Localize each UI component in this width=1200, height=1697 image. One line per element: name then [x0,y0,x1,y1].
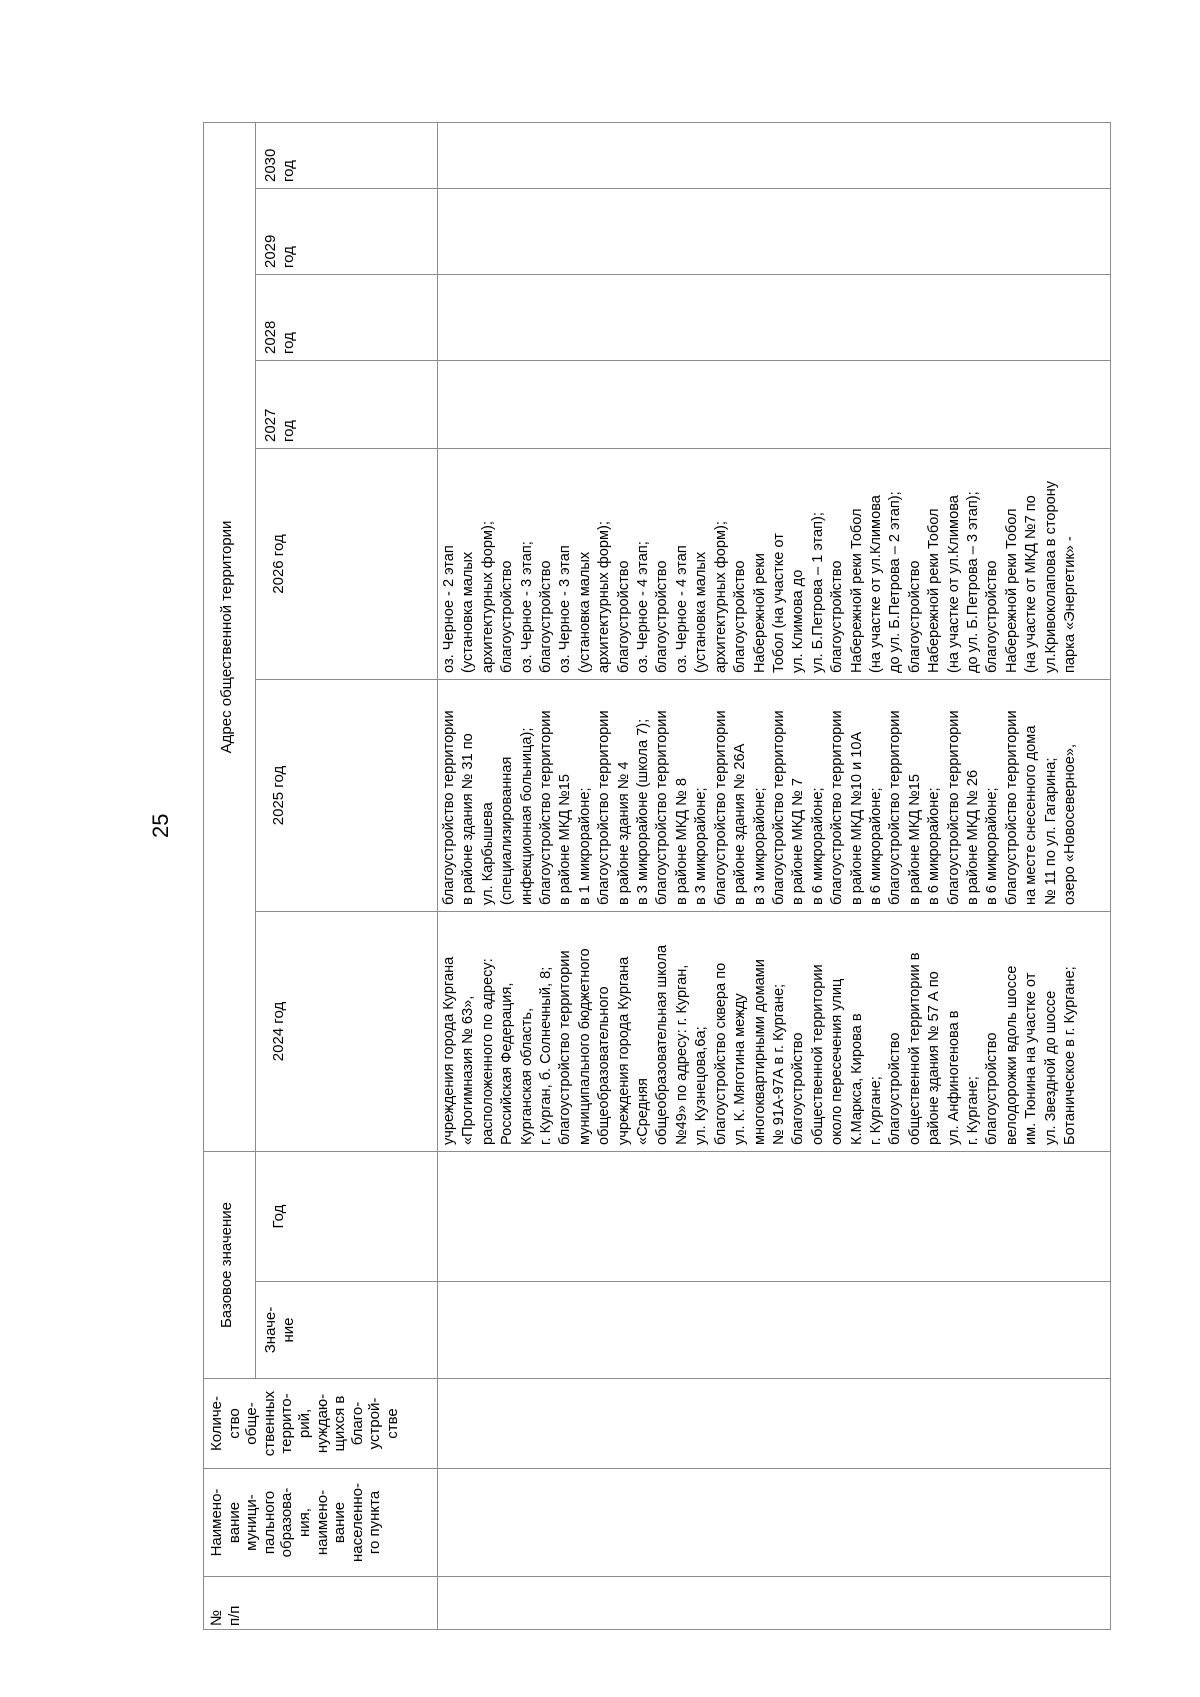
address-line: Набережной реки Тобол [926,508,943,673]
cell-municipality-name [438,1469,1111,1577]
header-line: пального [260,1490,278,1555]
header-line: обще- [243,1402,261,1445]
address-line: благоустройство [906,560,923,673]
address-line: оз. Черное - 3 этап [557,545,574,673]
header-line: год [280,332,298,354]
address-line: инфекционная больница); [518,727,535,905]
address-line: архитектурных форм); [712,521,729,673]
header-line: ние [279,1317,297,1343]
address-line: благоустройство [790,1032,807,1145]
address-line: Набережной реки Тобол [1003,508,1020,673]
address-line: г. Кургане; [867,1076,884,1145]
header-line: 2030 [262,148,279,182]
address-line: № 91А-97А в г. Кургане; [770,983,787,1145]
address-line: муниципального бюджетного [576,948,593,1145]
address-line: многоквартирными домами [751,959,768,1145]
header-line: устрой- [366,1397,384,1450]
header-year-2030 [256,122,438,188]
address-line: ул. Звездной до шоссе [1042,990,1059,1145]
address-line: благоустройство территории [441,710,457,905]
address-line: в районе МКД №10 и 10А [848,731,865,905]
header-line: террито- [278,1393,296,1454]
address-line: благоустройство [654,560,671,673]
cell-address-2026 [438,449,1111,680]
header-line: населенно- [348,1483,366,1562]
header-year-2024: 2024 год [256,912,438,1152]
address-line: парка «Энергетик» - [1062,536,1078,673]
address-line: (установка малых [576,551,593,673]
address-line: благоустройство [829,560,846,673]
address-line: в 3 микрорайоне (школа 7); [635,718,652,905]
address-line: в районе МКД № 7 [790,778,807,905]
address-line: до ул. Б.Петрова – 3 этап); [964,491,981,673]
address-line: ул.Кривоколапова в сторону [1042,480,1059,673]
header-address: Адрес общественной территории [204,122,256,1151]
address-line: ул. Климова до [790,569,807,673]
address-line: благоустройство территории [1003,710,1020,905]
address-line: благоустройство [984,1032,1001,1145]
address-line: в 6 микрорайоне; [809,787,826,905]
address-line: оз. Черное - 4 этап [673,545,690,673]
header-line: Количе- [208,1395,225,1452]
address-line: в 6 микрорайоне; [926,787,943,905]
address-line: архитектурных форм); [479,521,496,673]
address-line: архитектурных форм); [596,521,613,673]
header-line: год [280,420,298,442]
header-line: щихся в [331,1395,349,1452]
cell-num [438,1577,1111,1630]
address-line: в районе МКД № 8 [673,778,690,905]
address-line: в районе здания № 31 по [460,733,477,905]
address-line: (установка малых [460,551,477,673]
address-line: в районе здания № 4 [615,761,632,905]
header-year-2029 [256,189,438,275]
header-year-2028 [256,275,438,361]
page-number: 25 [148,813,173,838]
address-line: расположенного по адресу: [479,958,496,1145]
address-line: в 1 микрорайоне; [576,787,593,905]
address-line: благоустройство [887,1032,904,1145]
header-line: п/п [225,1605,243,1626]
address-line: №49» по адресу: г. Курган, [673,964,690,1145]
address-line: оз. Черное - 2 этап [441,545,457,673]
header-line: вание [331,1501,349,1544]
address-line: К.Маркса, Кирова в [848,1013,865,1145]
header-line: благо- [348,1401,366,1446]
header-num [204,1577,438,1630]
address-line: г. Кургане; [964,1076,981,1145]
address-line: ул. Анфиногенова в [945,1010,962,1145]
address-line: в районе МКД №15 [557,773,574,905]
cell-territory-count [438,1379,1111,1469]
address-line: благоустройство территории [712,710,729,905]
address-line: ул. Кузнецова,6а; [693,1026,710,1145]
address-line: (установка малых [693,551,710,673]
address-line: «Прогимназия № 63», [460,995,477,1145]
address-line: около пересечения улиц [829,978,846,1145]
address-line: Тобол (на участке от [770,533,787,673]
cell-base-value [438,1282,1111,1379]
address-line: (на участке от ул.Климова [945,495,962,673]
address-line: благоустройство территории [887,710,904,905]
header-year-2025: 2025 год [256,680,438,912]
address-line: до ул. Б.Петрова – 2 этап); [887,491,904,673]
header-year-2026: 2026 год [256,449,438,680]
cell-address-2028 [438,275,1111,361]
header-base-value-year: Год [256,1152,438,1282]
address-line: общественной территории [809,964,826,1145]
cell-address-2024 [438,912,1111,1152]
address-line: № 11 по ул. Гагарина; [1042,757,1059,905]
cell-address-2029 [438,189,1111,275]
address-line: благоустройство [499,560,516,673]
address-line: благоустройство территории [538,710,555,905]
address-line: оз. Черное - 4 этап; [635,541,652,673]
address-line: благоустройство территории [557,950,574,1145]
address-line: благоустройство [732,560,749,673]
header-year-2027 [256,361,438,449]
address-line: Набережной реки Тобол [848,508,865,673]
header-line: го пункта [366,1490,384,1555]
header-line: 2028 [262,320,279,354]
header-line: № [208,1609,225,1626]
address-line: на месте снесенного дома [1023,725,1040,905]
address-line: благоустройство [538,560,555,673]
header-line: Значе- [262,1306,279,1354]
address-line: благоустройство территории [770,710,787,905]
public-territories-table [203,122,1111,1630]
address-line: общеобразовательного [596,986,613,1145]
header-line: ственных [260,1390,278,1457]
header-line: рий, [295,1408,313,1439]
header-line: год [280,246,298,268]
address-line: в 6 микрорайоне; [867,787,884,905]
address-line: ул. Б.Петрова – 1 этап); [809,512,826,673]
address-line: благоустройство территории [945,710,962,905]
address-line: оз. Черное - 3 этап; [518,541,535,673]
address-line: благоустройство [615,560,632,673]
address-line: районе здания № 57 А по [926,971,943,1145]
header-line: Наимено- [208,1488,225,1557]
header-line: год [280,160,298,182]
address-line: благоустройство территории [596,710,613,905]
address-line: благоустройство территории [829,710,846,905]
address-line: Курганская область, [518,1007,535,1145]
address-line: в 3 микрорайоне; [693,787,710,905]
address-line: велодорожки вдоль шоссе [1003,965,1020,1145]
address-line: благоустройство [984,560,1001,673]
header-territory-count [204,1379,438,1469]
address-line: общеобразовательная школа [654,944,671,1145]
address-line: (на участке от ул.Климова [867,495,884,673]
header-line: наимено- [313,1489,331,1556]
header-line: ство [225,1408,243,1439]
address-line: Ботаническое в г. Кургане; [1062,966,1078,1145]
header-base-value: Базовое значение [204,1152,256,1379]
address-line: им. Тюнина на участке от [1023,972,1040,1145]
address-line: ул. Карбышева [479,802,496,905]
address-line: благоустройство территории [654,710,671,905]
address-line: благоустройство сквера по [712,962,729,1145]
header-line: 2027 [262,408,279,442]
address-line: Российская Федерация, [499,982,516,1145]
address-line: в районе здания № 26А [732,743,749,905]
cell-address-2027 [438,361,1111,449]
address-line: г. Курган, б. Солнечный, 8; [538,966,555,1145]
header-municipality-name [204,1469,438,1577]
header-base-value-value [256,1282,438,1379]
header-line: 2029 [262,234,279,268]
address-line: в районе МКД №15 [906,773,923,905]
header-line: вание [225,1501,243,1544]
address-line: ул. К. Мяготина между [732,993,749,1145]
address-line: в 3 микрорайоне; [751,787,768,905]
address-line: учреждения города Кургана [441,956,457,1145]
cell-address-2030 [438,122,1111,188]
address-line: Набережной реки [751,553,768,673]
rotated-table-page [203,123,1115,1630]
header-line: стве [383,1408,401,1439]
cell-address-2025 [438,680,1111,912]
header-line: муници- [243,1494,261,1551]
address-line: озеро «Новосеверное», [1062,743,1078,905]
address-line: в 6 микрорайоне; [984,787,1001,905]
header-line: образова- [278,1487,296,1558]
header-line: нуждаю- [313,1393,331,1454]
address-line: (специализированная [499,756,516,905]
address-line: учреждения города Кургана [615,956,632,1145]
cell-base-year [438,1152,1111,1282]
address-line: (на участке от МКД №7 по [1023,495,1040,673]
address-line: в районе МКД № 26 [964,769,981,905]
address-line: общественной территории в [906,952,923,1145]
address-line: «Средняя [635,1078,652,1145]
header-line: ния, [295,1508,313,1537]
